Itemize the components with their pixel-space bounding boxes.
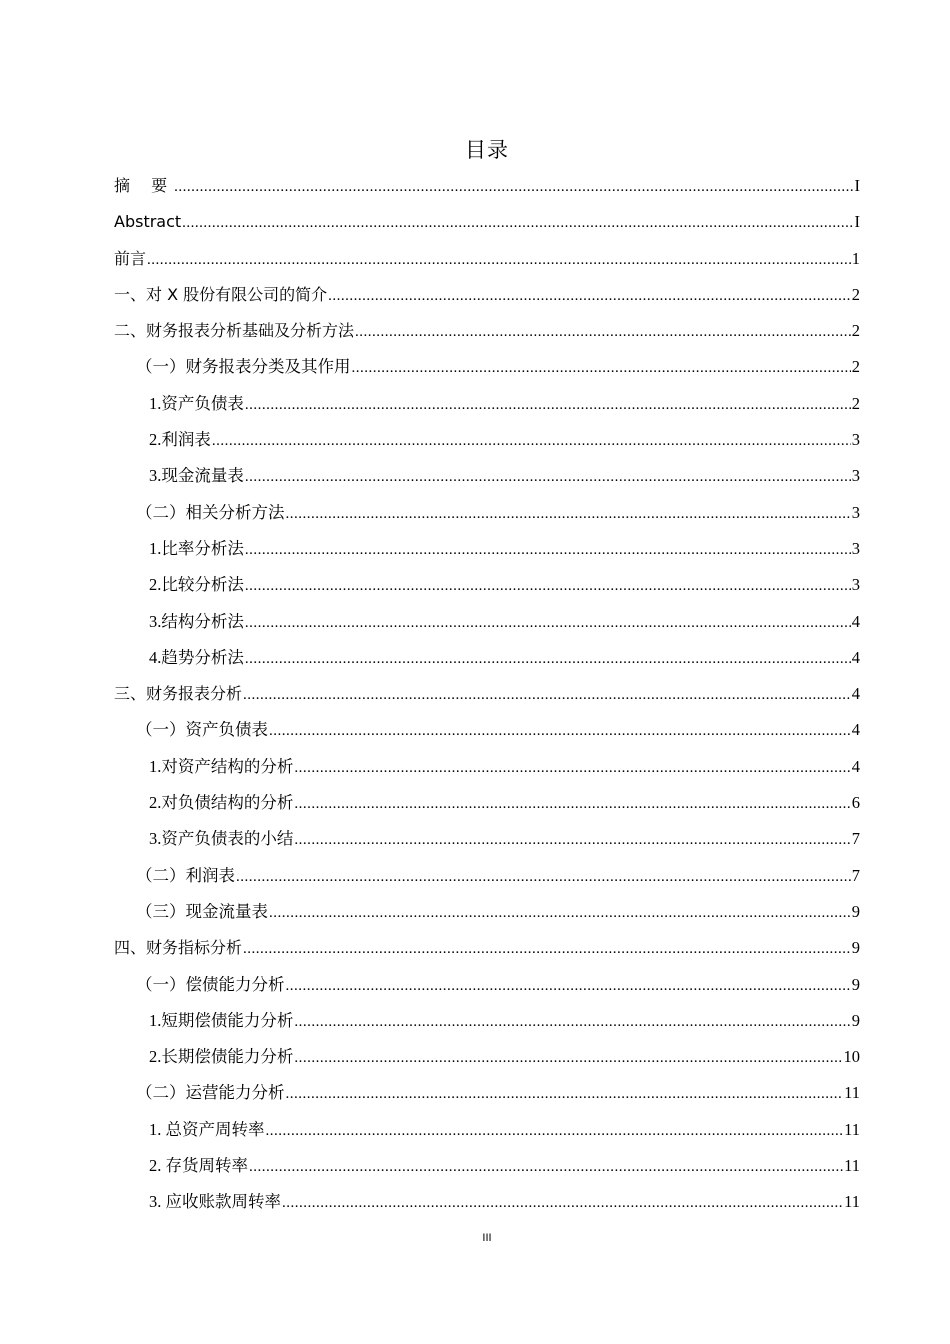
toc-entry-title: （一）财务报表分类及其作用 [136, 357, 351, 377]
toc-dot-leader [245, 532, 851, 568]
page-number: III [482, 1232, 492, 1244]
toc-entry[interactable] [114, 1039, 860, 1075]
page-title: 目录 [465, 138, 509, 162]
toc-dot-leader [328, 278, 851, 314]
toc-entry-title: 摘 要 [114, 176, 174, 195]
toc-entry-page: 11 [844, 1119, 860, 1139]
toc-entry[interactable] [114, 749, 860, 785]
toc-dot-leader [286, 968, 851, 1004]
toc-entry-page: 1 [851, 248, 860, 268]
toc-entry[interactable] [114, 422, 860, 458]
toc-entry[interactable] [114, 930, 860, 966]
toc-entry-title: 前言 [114, 248, 147, 268]
toc-entry-page: 11 [844, 1156, 860, 1176]
toc-entry-page: 4 [851, 756, 860, 776]
toc-entry[interactable] [114, 168, 860, 204]
toc-entry[interactable] [114, 495, 860, 531]
toc-entry-title: （三）现金流量表 [136, 901, 268, 921]
toc-dot-leader [294, 822, 850, 858]
toc-entry-title: Abstract [114, 212, 182, 232]
toc-entry[interactable] [114, 1003, 860, 1039]
toc-entry[interactable] [114, 386, 860, 422]
toc-entry-title: 四、财务指标分析 [114, 938, 243, 958]
toc-entry-page: 3 [851, 575, 860, 595]
toc-dot-leader [294, 786, 850, 822]
toc-dot-leader [286, 1076, 844, 1112]
toc-entry[interactable] [114, 967, 860, 1003]
toc-entry[interactable] [114, 531, 860, 567]
toc-entry-title: 2.对负债结构的分析 [149, 793, 294, 813]
toc-entry[interactable] [114, 640, 860, 676]
toc-dot-leader [245, 568, 851, 604]
toc-entry-page: 3 [851, 430, 860, 450]
toc-entry-page: 7 [851, 829, 860, 849]
toc-entry[interactable] [114, 894, 860, 930]
toc-entry-page: 4 [851, 647, 860, 667]
toc-entry-title: 2.长期偿债能力分析 [149, 1047, 294, 1067]
toc-entry-title: 3. 应收账款周转率 [149, 1192, 281, 1212]
toc-entry-page: 11 [844, 1083, 860, 1103]
toc-entry-page: 2 [851, 357, 860, 377]
toc-entry[interactable] [114, 241, 860, 277]
toc-entry[interactable] [114, 204, 860, 240]
toc-entry-title: 二、财务报表分析基础及分析方法 [114, 321, 355, 341]
toc-entry-page: 4 [851, 720, 860, 740]
toc-entry[interactable] [114, 458, 860, 494]
toc-entry-page: I [854, 212, 860, 232]
toc-entry-page: 9 [851, 974, 860, 994]
toc-dot-leader [245, 605, 851, 641]
table-of-contents [114, 168, 860, 1221]
toc-dot-leader [266, 1113, 844, 1149]
toc-entry-title: 2. 存货周转率 [149, 1156, 248, 1176]
toc-entry[interactable] [114, 821, 860, 857]
toc-entry-title: 1. 总资产周转率 [149, 1119, 265, 1139]
toc-entry[interactable] [114, 1112, 860, 1148]
toc-dot-leader [243, 677, 851, 713]
toc-entry[interactable] [114, 277, 860, 313]
toc-entry-title: 1.资产负债表 [149, 393, 244, 413]
toc-entry-page: 2 [851, 393, 860, 413]
toc-entry-page: 10 [843, 1047, 860, 1067]
toc-entry[interactable] [114, 567, 860, 603]
toc-entry-title: （一）资产负债表 [136, 720, 268, 740]
toc-entry[interactable] [114, 858, 860, 894]
toc-entry-page: 9 [851, 901, 860, 921]
toc-dot-leader [245, 641, 851, 677]
toc-entry-page: 3 [851, 502, 860, 522]
toc-entry-page: 9 [851, 938, 860, 958]
toc-entry[interactable] [114, 1075, 860, 1111]
toc-dot-leader [269, 713, 851, 749]
toc-entry-page: 7 [851, 865, 860, 885]
toc-dot-leader [294, 1040, 842, 1076]
toc-dot-leader [174, 169, 853, 205]
toc-dot-leader [294, 750, 850, 786]
toc-dot-leader [294, 1004, 850, 1040]
toc-entry-page: 11 [844, 1192, 860, 1212]
toc-entry-title: （二）利润表 [136, 865, 235, 885]
toc-entry-title: （二）相关分析方法 [136, 502, 285, 522]
toc-entry-title: 一、对 X 股份有限公司的简介 [114, 284, 328, 304]
toc-entry-title: 3.结构分析法 [149, 611, 244, 631]
toc-entry-page: 4 [851, 684, 860, 704]
toc-entry-page: I [854, 176, 860, 195]
toc-entry-page: 4 [851, 611, 860, 631]
toc-entry-page: 3 [851, 538, 860, 558]
toc-dot-leader [147, 242, 851, 278]
toc-entry-page: 2 [851, 284, 860, 304]
toc-entry-page: 6 [851, 793, 860, 813]
toc-entry-title: 2.比较分析法 [149, 575, 244, 595]
toc-entry[interactable] [114, 349, 860, 385]
toc-entry[interactable] [114, 1184, 860, 1220]
toc-entry[interactable] [114, 313, 860, 349]
toc-entry-title: 1.短期偿债能力分析 [149, 1010, 294, 1030]
toc-entry-title: （一）偿债能力分析 [136, 974, 285, 994]
toc-entry[interactable] [114, 604, 860, 640]
toc-entry-page: 2 [851, 321, 860, 341]
toc-entry-title: 三、财务报表分析 [114, 684, 243, 704]
toc-entry-title: 4.趋势分析法 [149, 647, 244, 667]
toc-dot-leader [352, 350, 851, 386]
toc-entry[interactable] [114, 1148, 860, 1184]
toc-dot-leader [355, 314, 851, 350]
toc-entry[interactable] [114, 676, 860, 712]
toc-dot-leader [243, 931, 851, 967]
toc-dot-leader [249, 1149, 843, 1185]
toc-dot-leader [245, 459, 851, 495]
toc-entry-title: （二）运营能力分析 [136, 1083, 285, 1103]
toc-dot-leader [245, 387, 851, 423]
toc-entry-title: 1.比率分析法 [149, 538, 244, 558]
toc-entry-title: 2.利润表 [149, 430, 211, 450]
toc-dot-leader [212, 423, 851, 459]
toc-entry[interactable] [114, 712, 860, 748]
toc-dot-leader [286, 496, 851, 532]
toc-entry-title: 3.现金流量表 [149, 466, 244, 486]
toc-dot-leader [182, 205, 853, 241]
toc-entry-page: 3 [851, 466, 860, 486]
toc-entry-title: 3.资产负债表的小结 [149, 829, 294, 849]
toc-entry-page: 9 [851, 1010, 860, 1030]
toc-dot-leader [236, 859, 851, 895]
toc-dot-leader [282, 1185, 843, 1221]
toc-entry[interactable] [114, 785, 860, 821]
toc-entry-title: 1.对资产结构的分析 [149, 756, 294, 776]
toc-dot-leader [269, 895, 851, 931]
